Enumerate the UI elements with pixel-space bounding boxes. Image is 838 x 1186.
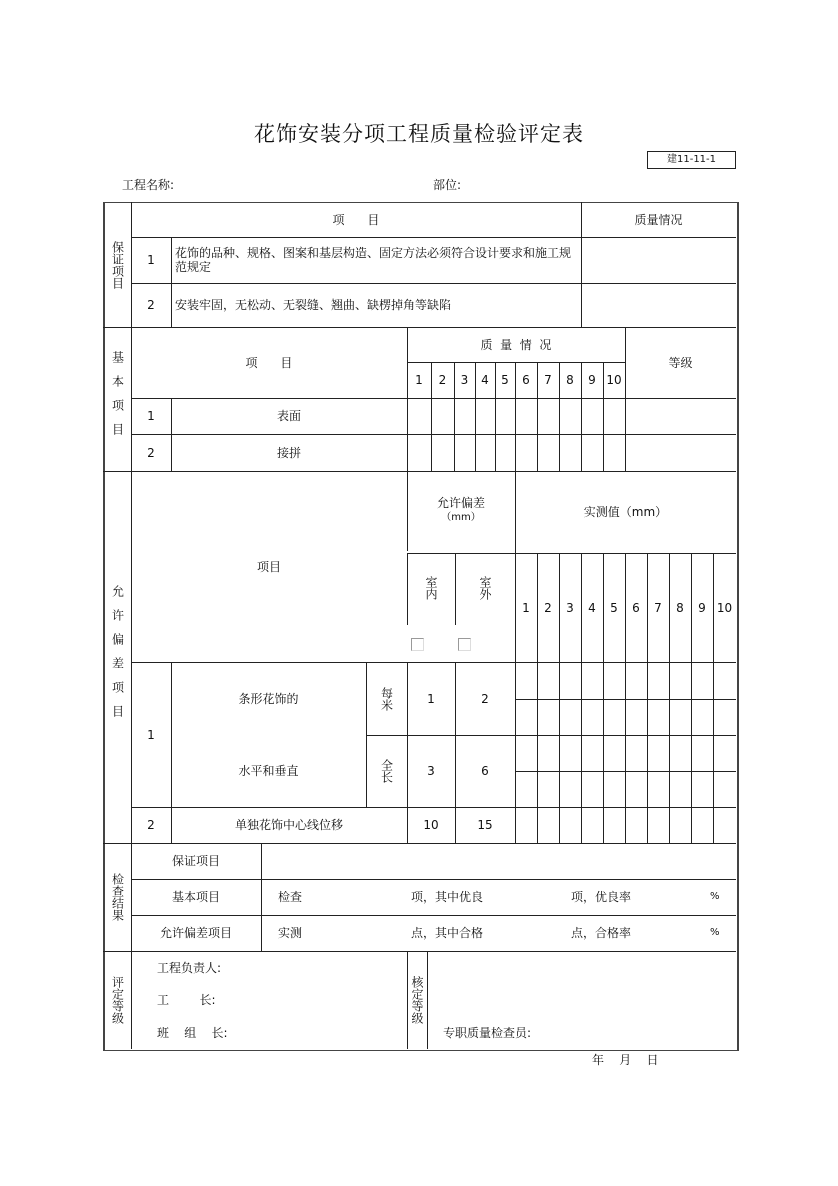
basic-header-quality: 质 量 情 况 xyxy=(480,337,552,352)
basic-section-label: 基本项目 xyxy=(110,351,125,447)
foreman-label: 工 长: xyxy=(157,993,216,1007)
measured-col-header: 5 xyxy=(610,600,618,615)
indoor-tolerance: 1 xyxy=(427,691,435,706)
allowable-row-no: 2 xyxy=(147,818,155,832)
measured-col-header: 6 xyxy=(632,600,640,615)
outdoor-tolerance: 15 xyxy=(477,818,493,832)
basic-col-header: 2 xyxy=(438,373,447,387)
results-row-label: 基本项目 xyxy=(171,890,220,904)
allowable-header-outdoor: 室外 xyxy=(478,576,492,600)
basic-col-header: 7 xyxy=(544,373,552,387)
measured-col-header: 4 xyxy=(588,600,596,615)
allowable-row-text: 单独花饰中心线位移 xyxy=(234,818,343,832)
results-row-label: 保证项目 xyxy=(171,854,220,868)
location-label: 部位: xyxy=(433,178,462,192)
allowable-header-tolerance-unit: （mm） xyxy=(441,512,481,523)
basic-col-header: 10 xyxy=(606,373,622,387)
outdoor-tolerance: 2 xyxy=(481,691,489,706)
basic-row-text: 表面 xyxy=(276,409,301,423)
results-section-label: 检查结果 xyxy=(110,873,125,921)
allowable-header-tolerance: 允许偏差 xyxy=(436,496,485,510)
basic-row-no: 1 xyxy=(147,409,155,423)
form-code: 建11-11-1 xyxy=(647,151,736,169)
evaluation-section-label: 评定等级 xyxy=(110,976,125,1024)
indoor-tolerance: 3 xyxy=(427,764,435,778)
responsible-label: 工程负责人: xyxy=(157,961,222,975)
project-name-label: 工程名称: xyxy=(122,178,175,192)
basic-col-header: 5 xyxy=(501,373,509,387)
basic-row-no: 2 xyxy=(147,445,155,460)
results-basic-check: 检查 xyxy=(278,890,303,904)
results-allowable-rate: 点，合格率 xyxy=(571,926,632,940)
team-leader-label: 班 组 长: xyxy=(157,1026,228,1040)
measured-col-header: 10 xyxy=(716,600,733,615)
measured-col-header: 8 xyxy=(676,600,684,615)
verify-grade-label: 核定等级 xyxy=(410,976,424,1024)
measured-col-header: 3 xyxy=(566,600,574,615)
allowable-header-item: 项目 xyxy=(256,559,281,574)
guarantee-header-item: 项 目 xyxy=(332,212,380,227)
allowable-row-no: 1 xyxy=(147,727,155,742)
results-basic-rate: 项，优良率 xyxy=(571,890,632,904)
outdoor-checkbox[interactable] xyxy=(458,638,471,651)
results-allowable-measured: 实测 xyxy=(278,926,303,940)
guarantee-header-quality: 质量情况 xyxy=(634,212,683,227)
basic-col-header: 8 xyxy=(566,373,574,387)
allowable-header-indoor: 室内 xyxy=(424,576,438,600)
allowable-section-label: 允许偏差项目 xyxy=(110,585,125,729)
basic-col-header: 3 xyxy=(460,373,469,387)
guarantee-section-label: 保证项目 xyxy=(110,240,125,289)
results-allowable-qualified: 点，其中合格 xyxy=(411,926,484,940)
indoor-tolerance: 10 xyxy=(423,818,439,832)
inspector-label: 专职质量检查员: xyxy=(443,1026,532,1040)
page-title: 花饰安装分项工程质量检验评定表 xyxy=(254,122,584,146)
basic-col-header: 4 xyxy=(481,373,489,387)
date-label: 年 月 日 xyxy=(592,1053,659,1067)
measured-col-header: 2 xyxy=(544,600,552,615)
allowable-row-text-line2: 水平和垂直 xyxy=(238,764,299,778)
results-row-label: 允许偏差项目 xyxy=(159,926,232,940)
basic-row-text: 接拼 xyxy=(276,445,301,460)
measured-col-header: 9 xyxy=(698,600,706,615)
basic-col-header: 9 xyxy=(588,373,596,387)
indoor-checkbox[interactable] xyxy=(411,638,424,651)
outdoor-tolerance: 6 xyxy=(481,764,489,778)
basic-header-grade: 等级 xyxy=(668,355,693,370)
basic-header-item: 项 目 xyxy=(245,355,293,370)
allowable-sub-label: 全长 xyxy=(379,759,394,783)
guarantee-row-text: 花饰的品种、规格、图案和基层构造、固定方法必须符合设计要求和施工规范规定 xyxy=(175,246,572,274)
results-allowable-percent: % xyxy=(710,927,720,938)
guarantee-row-no: 1 xyxy=(147,253,155,267)
guarantee-row-no: 2 xyxy=(147,298,155,312)
results-basic-percent: % xyxy=(710,891,720,902)
allowable-sub-label: 每米 xyxy=(379,686,394,711)
basic-col-header: 6 xyxy=(522,373,530,387)
basic-col-header: 1 xyxy=(415,373,423,387)
allowable-header-measured: 实测值（mm） xyxy=(583,505,668,519)
allowable-row-text-line1: 条形花饰的 xyxy=(238,691,299,706)
guarantee-row-text: 安装牢固，无松动、无裂缝、翘曲、缺楞掉角等缺陷 xyxy=(175,298,452,312)
measured-col-header: 1 xyxy=(522,600,530,615)
results-basic-excellent: 项，其中优良 xyxy=(411,890,484,904)
measured-col-header: 7 xyxy=(654,600,662,615)
